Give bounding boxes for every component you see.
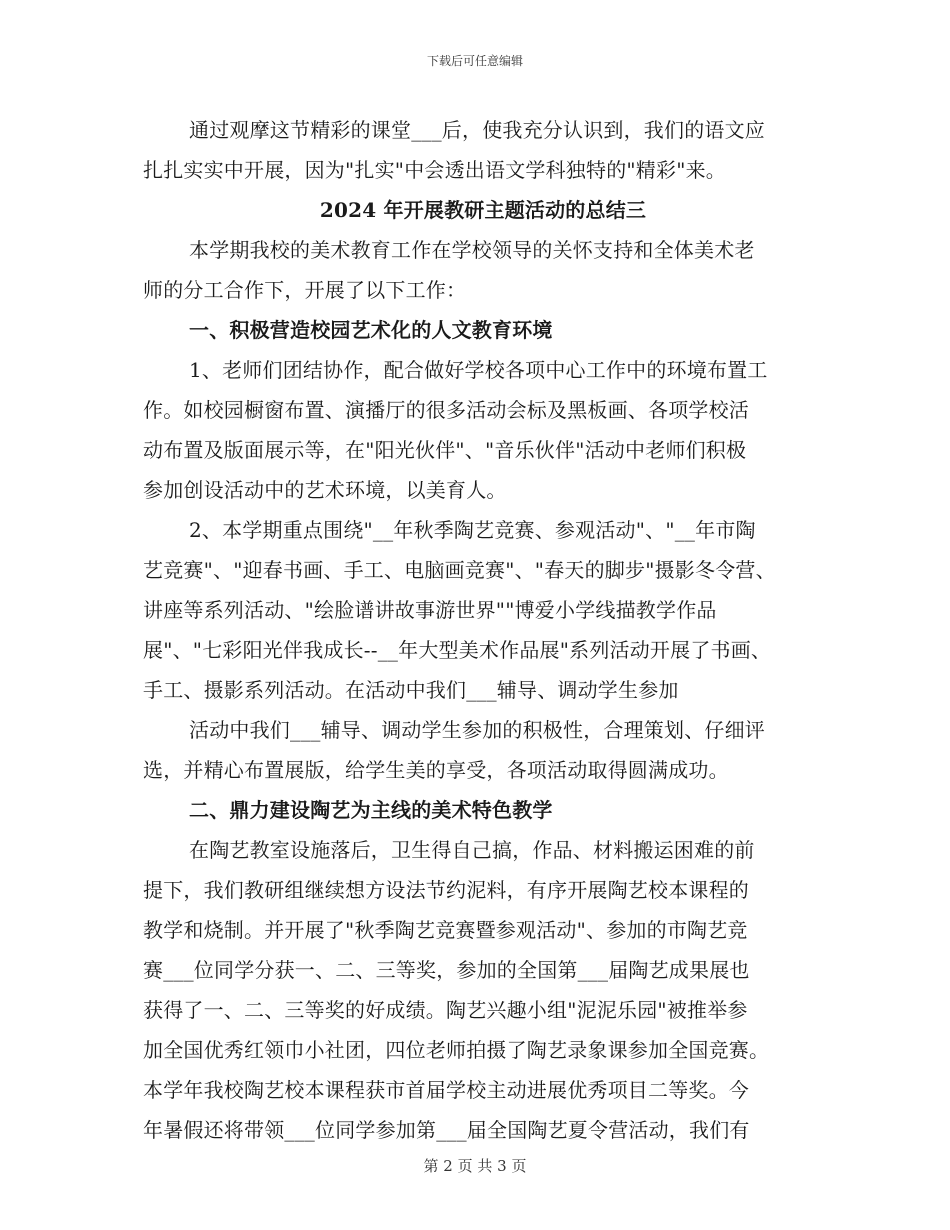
paragraph-line: 年暑假还将带领___位同学参加第___届全国陶艺夏令营活动，我们有 [143, 1118, 750, 1142]
page-header: 下载后可任意编辑 [426, 54, 523, 68]
paragraph-line: 提下，我们教研组继续想方设法节约泥料，有序开展陶艺校本课程的 [143, 878, 749, 902]
section-heading: 一、积极营造校园艺术化的人文教育环境 [189, 318, 553, 342]
paragraph-line: 手工、摄影系列活动。在活动中我们___辅导、调动学生参加 [143, 678, 679, 702]
paragraph-line: 选，并精心布置展版，给学生美的享受，各项活动取得圆满成功。 [143, 758, 729, 782]
paragraph-line: 活动中我们___辅导、调动学生参加的积极性，合理策划、仔细评 [189, 718, 765, 742]
paragraph-line: 本学年我校陶艺校本课程获市首届学校主动进展优秀项目二等奖。今 [143, 1078, 749, 1102]
section-heading: 二、鼎力建设陶艺为主线的美术特色教学 [189, 798, 553, 822]
page-footer: 第 2 页 共 3 页 [423, 1157, 527, 1175]
paragraph-line: 动布置及版面展示等，在"阳光伙伴"、"音乐伙伴"活动中老师们积极 [143, 438, 747, 462]
section-title: 2024 年开展教研主题活动的总结三 [319, 198, 647, 222]
paragraph-line: 获得了一、二、三等奖的好成绩。陶艺兴趣小组"泥泥乐园"被推举参 [143, 998, 748, 1022]
paragraph-line: 师的分工合作下，开展了以下工作： [143, 278, 467, 302]
paragraph-line: 展"、"七彩阳光伴我成长--__年大型美术作品展"系列活动开展了书画、 [143, 638, 772, 662]
paragraph-line: 赛___位同学分获一、二、三等奖，参加的全国第___届陶艺成果展也 [143, 958, 750, 982]
paragraph-line: 本学期我校的美术教育工作在学校领导的关怀支持和全体美术老 [189, 238, 755, 262]
paragraph-line: 艺竞赛"、"迎春书画、手工、电脑画竞赛"、"春天的脚步"摄影冬令营、 [143, 558, 776, 582]
paragraph-line: 教学和烧制。并开展了"秋季陶艺竞赛暨参观活动"、参加的市陶艺竞 [143, 918, 748, 942]
paragraph-line: 讲座等系列活动、"绘脸谱讲故事游世界""博爱小学线描教学作品 [143, 598, 717, 622]
paragraph-line: 1、老师们团结协作，配合做好学校各项中心工作中的环境布置工 [189, 358, 768, 382]
paragraph-line: 2、本学期重点围绕"__年秋季陶艺竞赛、参观活动"、"__年市陶 [189, 518, 756, 542]
paragraph-line: 加全国优秀红领巾小社团，四位老师拍摄了陶艺录象课参加全国竞赛。 [143, 1038, 770, 1062]
paragraph-line: 参加创设活动中的艺术环境，以美育人。 [143, 478, 507, 502]
paragraph-line: 扎扎实实中开展，因为"扎实"中会透出语文学科独特的"精彩"来。 [143, 158, 726, 182]
paragraph-line: 在陶艺教室设施落后，卫生得自己搞，作品、材料搬运困难的前 [189, 838, 755, 862]
paragraph-line: 作。如校园橱窗布置、演播厅的很多活动会标及黑板画、各项学校活 [143, 398, 749, 422]
paragraph-line: 通过观摩这节精彩的课堂___后，使我充分认识到，我们的语文应 [189, 118, 765, 142]
document-body [143, 110, 823, 1150]
